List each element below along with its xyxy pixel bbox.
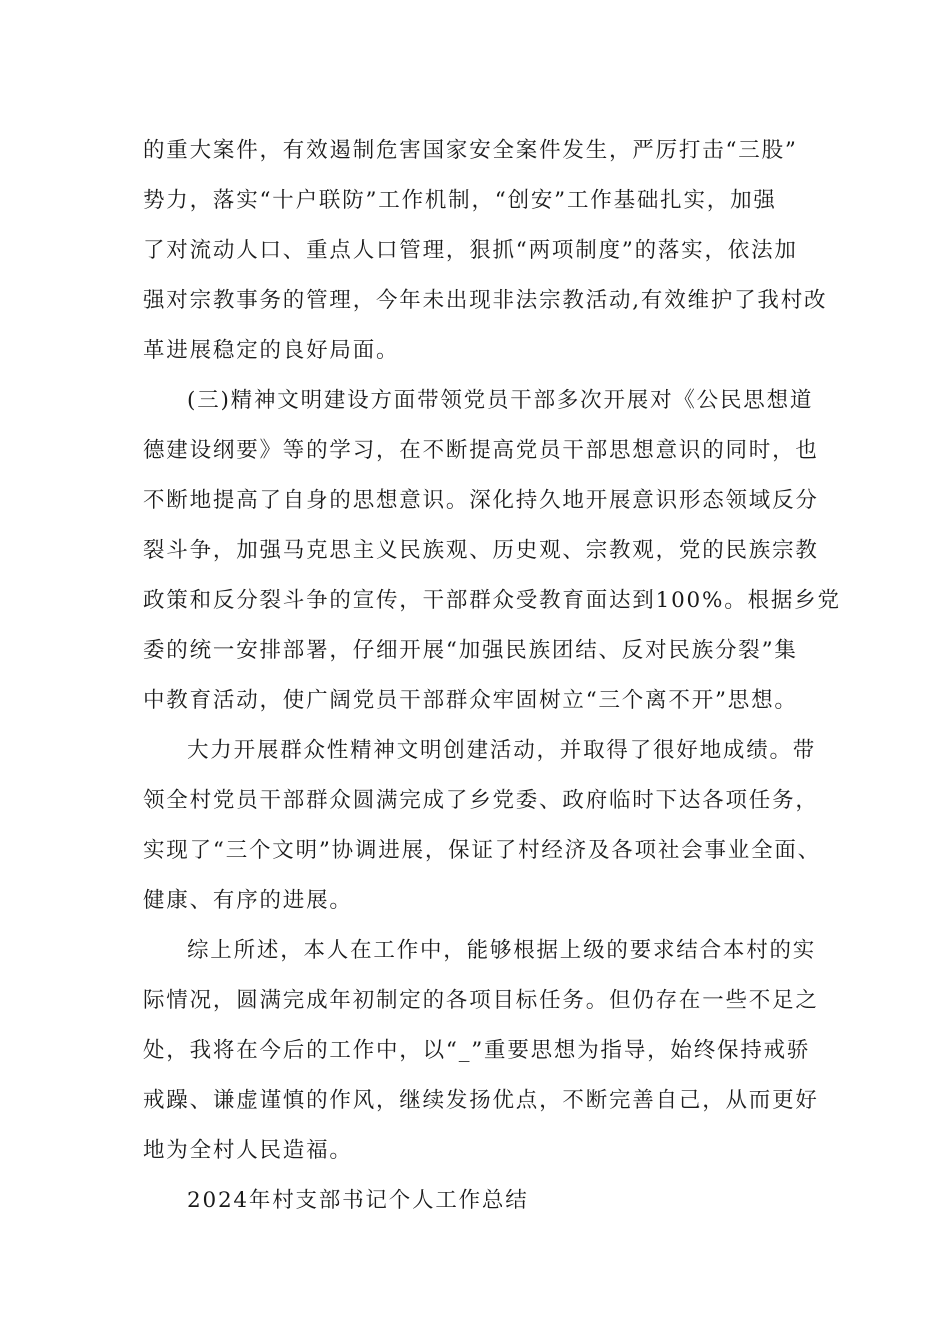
text-line: (三)精神文明建设方面带领党员干部多次开展对《公民思想道 (187, 388, 814, 413)
text-line: 综上所述，本人在工作中，能够根据上级的要求结合本村的实 (187, 938, 817, 963)
text-line: 领全村党员干部群众圆满完成了乡党委、政府临时下达各项任务， (143, 788, 819, 813)
text-line: 不断地提高了自身的思想意识。深化持久地开展意识形态领域反分 (143, 488, 819, 513)
text-line: 强对宗教事务的管理，今年未出现非法宗教活动,有效维护了我村改 (143, 288, 828, 313)
text-line: 实现了“三个文明”协调进展，保证了村经济及各项社会事业全面、 (143, 838, 821, 863)
text-line: 了对流动人口、重点人口管理，狠抓“两项制度”的落实，依法加 (143, 238, 798, 263)
text-line: 德建设纲要》等的学习，在不断提高党员干部思想意识的同时，也 (143, 438, 819, 463)
text-line: 裂斗争，加强马克思主义民族观、历史观、宗教观，党的民族宗教 (143, 538, 819, 563)
text-line: 处，我将在今后的工作中，以“_”重要思想为指导，始终保持戒骄 (143, 1038, 811, 1063)
text-line: 戒躁、谦虚谨慎的作风，继续发扬优点，不断完善自己，从而更好 (143, 1088, 819, 1113)
text-line: 际情况，圆满完成年初制定的各项目标任务。但仍存在一些不足之 (143, 988, 819, 1013)
text-line: 的重大案件，有效遏制危害国家安全案件发生，严厉打击“三股” (143, 138, 798, 163)
text-line: 革进展稳定的良好局面。 (143, 338, 400, 363)
text-line: 势力，落实“十户联防”工作机制，“创安”工作基础扎实，加强 (143, 188, 777, 213)
section-heading: 2024年村支部书记个人工作总结 (187, 1188, 529, 1213)
text-line: 委的统一安排部署，仔细开展“加强民族团结、反对民族分裂”集 (143, 638, 798, 663)
text-line: 地为全村人民造福。 (143, 1138, 353, 1163)
text-line: 政策和反分裂斗争的宣传，干部群众受教育面达到100%。根据乡党 (143, 588, 841, 613)
text-line: 中教育活动，使广阔党员干部群众牢固树立“三个离不开”思想。 (143, 688, 798, 713)
text-line: 大力开展群众性精神文明创建活动，并取得了很好地成绩。带 (187, 738, 817, 763)
text-line: 健康、有序的进展。 (143, 888, 353, 913)
